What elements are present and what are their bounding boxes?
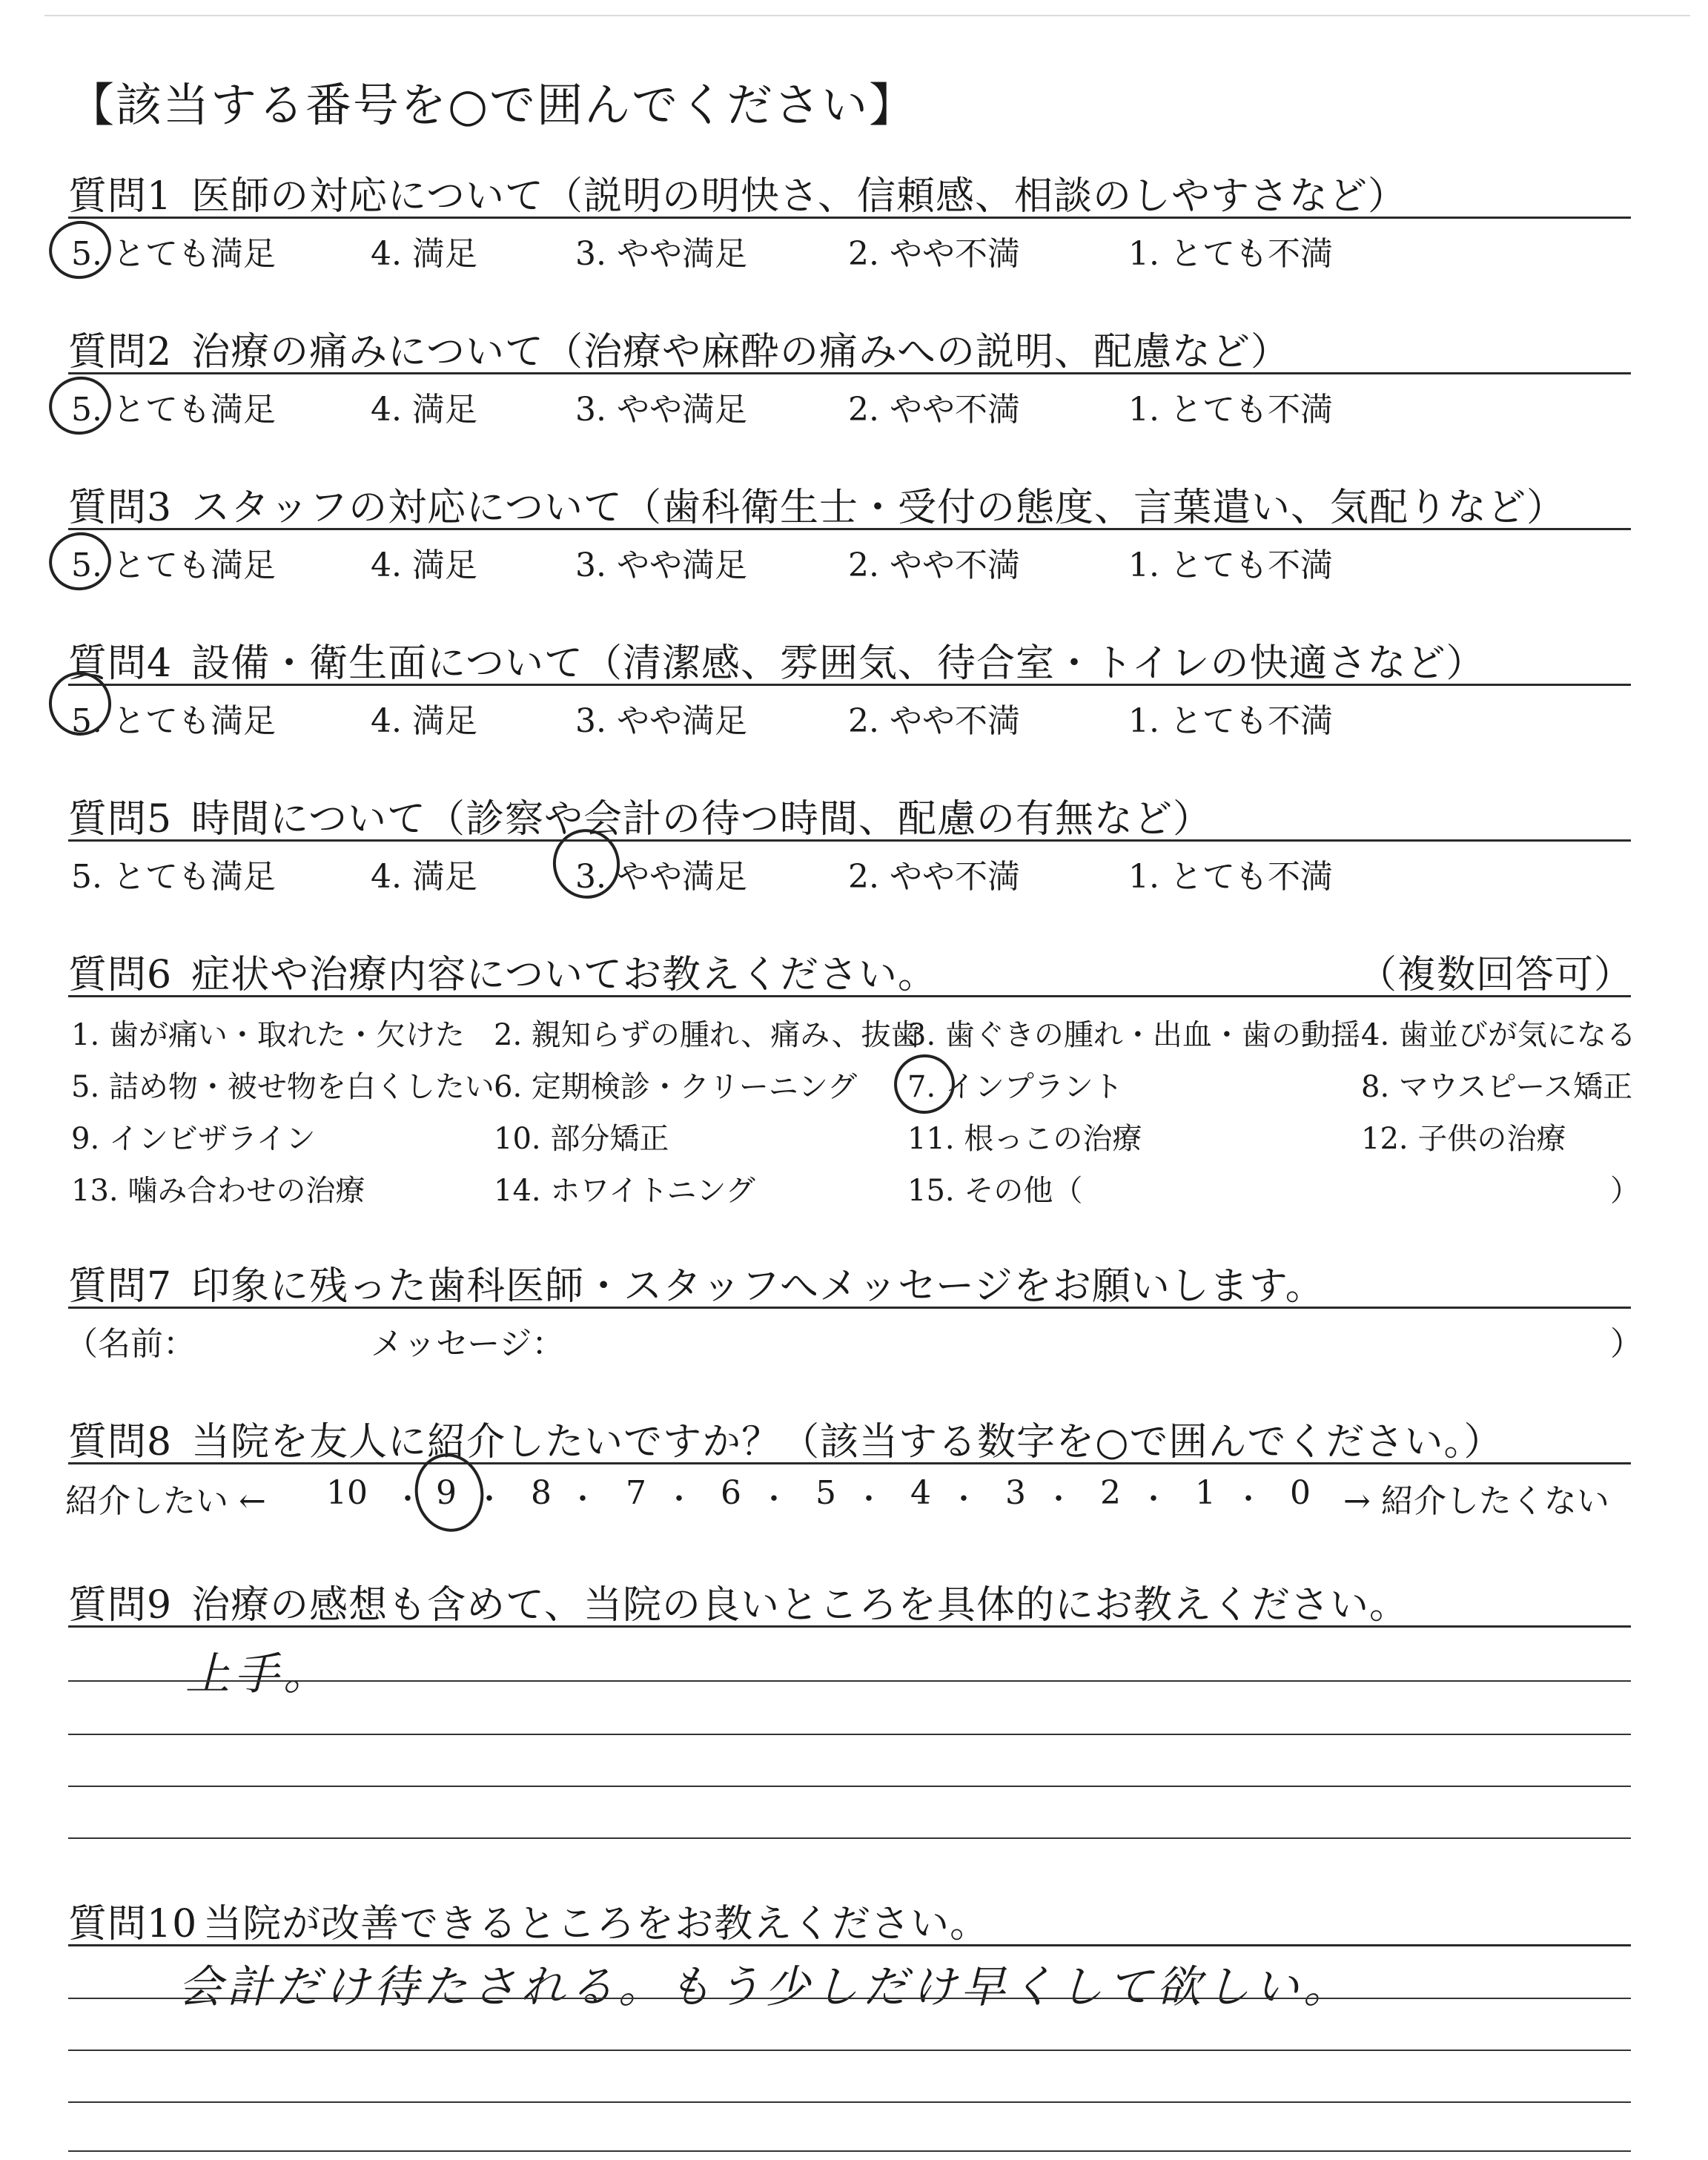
page-top-edge — [44, 15, 1690, 16]
q9-answer-line — [68, 1680, 1631, 1682]
q6-item-6[interactable]: 6. 定期検診・クリーニング — [494, 1070, 858, 1104]
question-9-number: 質問9 — [68, 1583, 173, 1628]
q8-separator: ・ — [949, 1482, 979, 1516]
question-4-number: 質問4 — [68, 641, 173, 686]
question-5-text: 時間について（診察や会計の待つ時間、配慮の有無など） — [191, 797, 1213, 842]
q3-option-3[interactable]: 3. やや満足 — [575, 546, 747, 584]
q5-option-2[interactable]: 2. やや不満 — [848, 858, 1020, 896]
q9-answer-line — [68, 1837, 1631, 1839]
question-4-heading — [68, 632, 1485, 687]
question-7-text: 印象に残った歯科医師・スタッフへメッセージをお願いします。 — [191, 1264, 1325, 1309]
q8-separator: ・ — [759, 1482, 789, 1516]
question-10-text: 当院が改善できるところをお教えください。 — [203, 1902, 990, 1946]
question-6-rule — [68, 995, 1631, 997]
q5-option-5[interactable]: 5. とても満足 — [71, 858, 276, 896]
question-5-heading — [68, 787, 1212, 843]
question-5-rule — [68, 839, 1631, 842]
question-9-heading — [68, 1573, 1409, 1629]
question-1-number: 質問1 — [68, 174, 173, 219]
q2-option-5[interactable]: 5. とても満足 — [71, 391, 276, 429]
q4-option-5[interactable]: 5. とても満足 — [71, 702, 276, 740]
q4-option-2[interactable]: 2. やや不満 — [848, 702, 1020, 740]
q1-option-1[interactable]: 1. とても不満 — [1128, 235, 1333, 273]
q3-option-4[interactable]: 4. 満足 — [371, 546, 477, 584]
question-4-rule — [68, 684, 1631, 686]
question-3-rule — [68, 528, 1631, 530]
q6-item-1[interactable]: 1. 歯が痛い・取れた・欠けた — [71, 1018, 465, 1052]
question-5-number: 質問5 — [68, 797, 173, 842]
question-1-rule — [68, 217, 1631, 219]
question-6-number: 質問6 — [68, 953, 173, 997]
q1-option-5[interactable]: 5. とても満足 — [71, 235, 276, 273]
q8-left-label: 紹介したい ← — [65, 1482, 266, 1520]
q10-handwritten-answer: 会計だけ待たされる。もう少しだけ早くして欲しい。 — [178, 1961, 1352, 2013]
q8-scale-2[interactable]: 2 — [1100, 1474, 1121, 1512]
q2-option-4[interactable]: 4. 満足 — [371, 391, 477, 429]
q5-option-4[interactable]: 4. 満足 — [371, 858, 477, 896]
q10-answer-line — [68, 2101, 1631, 2103]
q6-other-close-paren: ） — [1610, 1174, 1640, 1208]
question-6-heading — [68, 943, 937, 999]
q7-message-label: メッセージ： — [371, 1325, 565, 1363]
question-10-number: 質問10 — [68, 1902, 198, 1946]
q8-right-label: → 紹介したくない — [1343, 1482, 1609, 1520]
q10-answer-line — [68, 1998, 1631, 1999]
q8-separator: ・ — [1044, 1482, 1073, 1516]
q6-item-5[interactable]: 5. 詰め物・被せ物を白くしたい — [71, 1070, 494, 1104]
q2-option-3[interactable]: 3. やや満足 — [575, 391, 747, 429]
q8-scale-3[interactable]: 3 — [1005, 1474, 1026, 1512]
question-8-rule — [68, 1462, 1631, 1464]
q9-answer-line — [68, 1734, 1631, 1735]
form-title: 【該当する番号を○で囲んでください】 — [68, 78, 917, 132]
q8-separator: ・ — [854, 1482, 884, 1516]
question-9-rule — [68, 1625, 1631, 1628]
q8-scale-8[interactable]: 8 — [531, 1474, 552, 1512]
question-8-text: 当院を友人に紹介したいですか？（該当する数字を○で囲んでください。） — [191, 1420, 1503, 1464]
q10-answer-line — [68, 2050, 1631, 2051]
q8-scale-5[interactable]: 5 — [815, 1474, 836, 1512]
q8-separator: ・ — [393, 1482, 423, 1516]
question-2-heading — [68, 320, 1290, 376]
q5-option-3[interactable]: 3. やや満足 — [575, 858, 747, 896]
q1-option-2[interactable]: 2. やや不満 — [848, 235, 1020, 273]
question-10-heading — [68, 1892, 989, 1948]
question-2-number: 質問2 — [68, 330, 173, 374]
q5-option-1[interactable]: 1. とても不満 — [1128, 858, 1333, 896]
q3-option-5[interactable]: 5. とても満足 — [71, 546, 276, 584]
q6-item-15[interactable]: 15. その他（ — [907, 1174, 1083, 1208]
q4-option-1[interactable]: 1. とても不満 — [1128, 702, 1333, 740]
question-2-rule — [68, 372, 1631, 374]
question-2-text: 治療の痛みについて（治療や麻酔の痛みへの説明、配慮など） — [191, 330, 1291, 374]
q3-option-2[interactable]: 2. やや不満 — [848, 546, 1020, 584]
q9-handwritten-answer: 上手。 — [185, 1648, 332, 1700]
question-9-text: 治療の感想も含めて、当院の良いところを具体的にお教えください。 — [191, 1583, 1409, 1628]
q7-name-label: （名前： — [65, 1325, 196, 1363]
q6-item-14[interactable]: 14. ホワイトニング — [494, 1174, 755, 1208]
q8-scale-4[interactable]: 4 — [910, 1474, 931, 1512]
q1-option-4[interactable]: 4. 満足 — [371, 235, 477, 273]
q8-scale-7[interactable]: 7 — [626, 1474, 646, 1512]
q6-item-12[interactable]: 12. 子供の治療 — [1361, 1122, 1566, 1156]
q8-scale-1[interactable]: 1 — [1195, 1474, 1216, 1512]
q2-option-2[interactable]: 2. やや不満 — [848, 391, 1020, 429]
question-1-heading — [68, 165, 1407, 220]
q10-answer-line — [68, 2150, 1631, 2152]
q8-separator: ・ — [474, 1482, 504, 1516]
q8-scale-6[interactable]: 6 — [721, 1474, 741, 1512]
q4-option-3[interactable]: 3. やや満足 — [575, 702, 747, 740]
q8-separator: ・ — [1234, 1482, 1263, 1516]
q6-item-7[interactable]: 7. インプラント — [907, 1070, 1123, 1104]
q6-item-8[interactable]: 8. マウスピース矯正 — [1361, 1070, 1633, 1104]
q6-item-2[interactable]: 2. 親知らずの腫れ、痛み、抜歯 — [494, 1018, 921, 1052]
q8-scale-9[interactable]: 9 — [436, 1474, 457, 1512]
question-3-number: 質問3 — [68, 486, 173, 530]
question-4-text: 設備・衛生面について（清潔感、雰囲気、待合室・トイレの快適さなど） — [191, 641, 1486, 686]
question-7-heading — [68, 1255, 1325, 1310]
question-8-number: 質問8 — [68, 1420, 173, 1464]
question-1-text: 医師の対応について（説明の明快さ、信頼感、相談のしやすさなど） — [191, 174, 1407, 219]
q6-item-10[interactable]: 10. 部分矯正 — [494, 1122, 669, 1156]
q8-scale-0[interactable]: 0 — [1290, 1474, 1311, 1512]
q9-answer-line — [68, 1786, 1631, 1787]
q6-item-13[interactable]: 13. 噛み合わせの治療 — [71, 1174, 365, 1208]
question-3-heading — [68, 476, 1566, 532]
q6-item-3[interactable]: 3. 歯ぐきの腫れ・出血・歯の動揺 — [907, 1018, 1360, 1052]
q6-item-4[interactable]: 4. 歯並びが気になる — [1361, 1018, 1636, 1052]
q6-item-11[interactable]: 11. 根っこの治療 — [907, 1122, 1142, 1156]
q8-separator: ・ — [1139, 1482, 1168, 1516]
question-6-note: （複数回答可） — [1358, 953, 1634, 997]
question-3-text: スタッフの対応について（歯科衛生士・受付の態度、言葉遣い、気配りなど） — [191, 486, 1566, 530]
q7-close-paren: ） — [1610, 1325, 1643, 1363]
q8-separator: ・ — [664, 1482, 694, 1516]
question-7-rule — [68, 1307, 1631, 1309]
q3-option-1[interactable]: 1. とても不満 — [1128, 546, 1333, 584]
question-6-text: 症状や治療内容についてお教えください。 — [191, 953, 938, 997]
q2-option-1[interactable]: 1. とても不満 — [1128, 391, 1333, 429]
q6-item-9[interactable]: 9. インビザライン — [71, 1122, 316, 1156]
question-7-number: 質問7 — [68, 1264, 173, 1309]
q6-selection-circle — [889, 1048, 961, 1119]
question-10-rule — [68, 1944, 1631, 1946]
q1-option-3[interactable]: 3. やや満足 — [575, 235, 747, 273]
question-8-heading — [68, 1410, 1503, 1466]
q4-option-4[interactable]: 4. 満足 — [371, 702, 477, 740]
q8-separator: ・ — [568, 1482, 598, 1516]
q8-scale-10[interactable]: 10 — [326, 1474, 368, 1512]
